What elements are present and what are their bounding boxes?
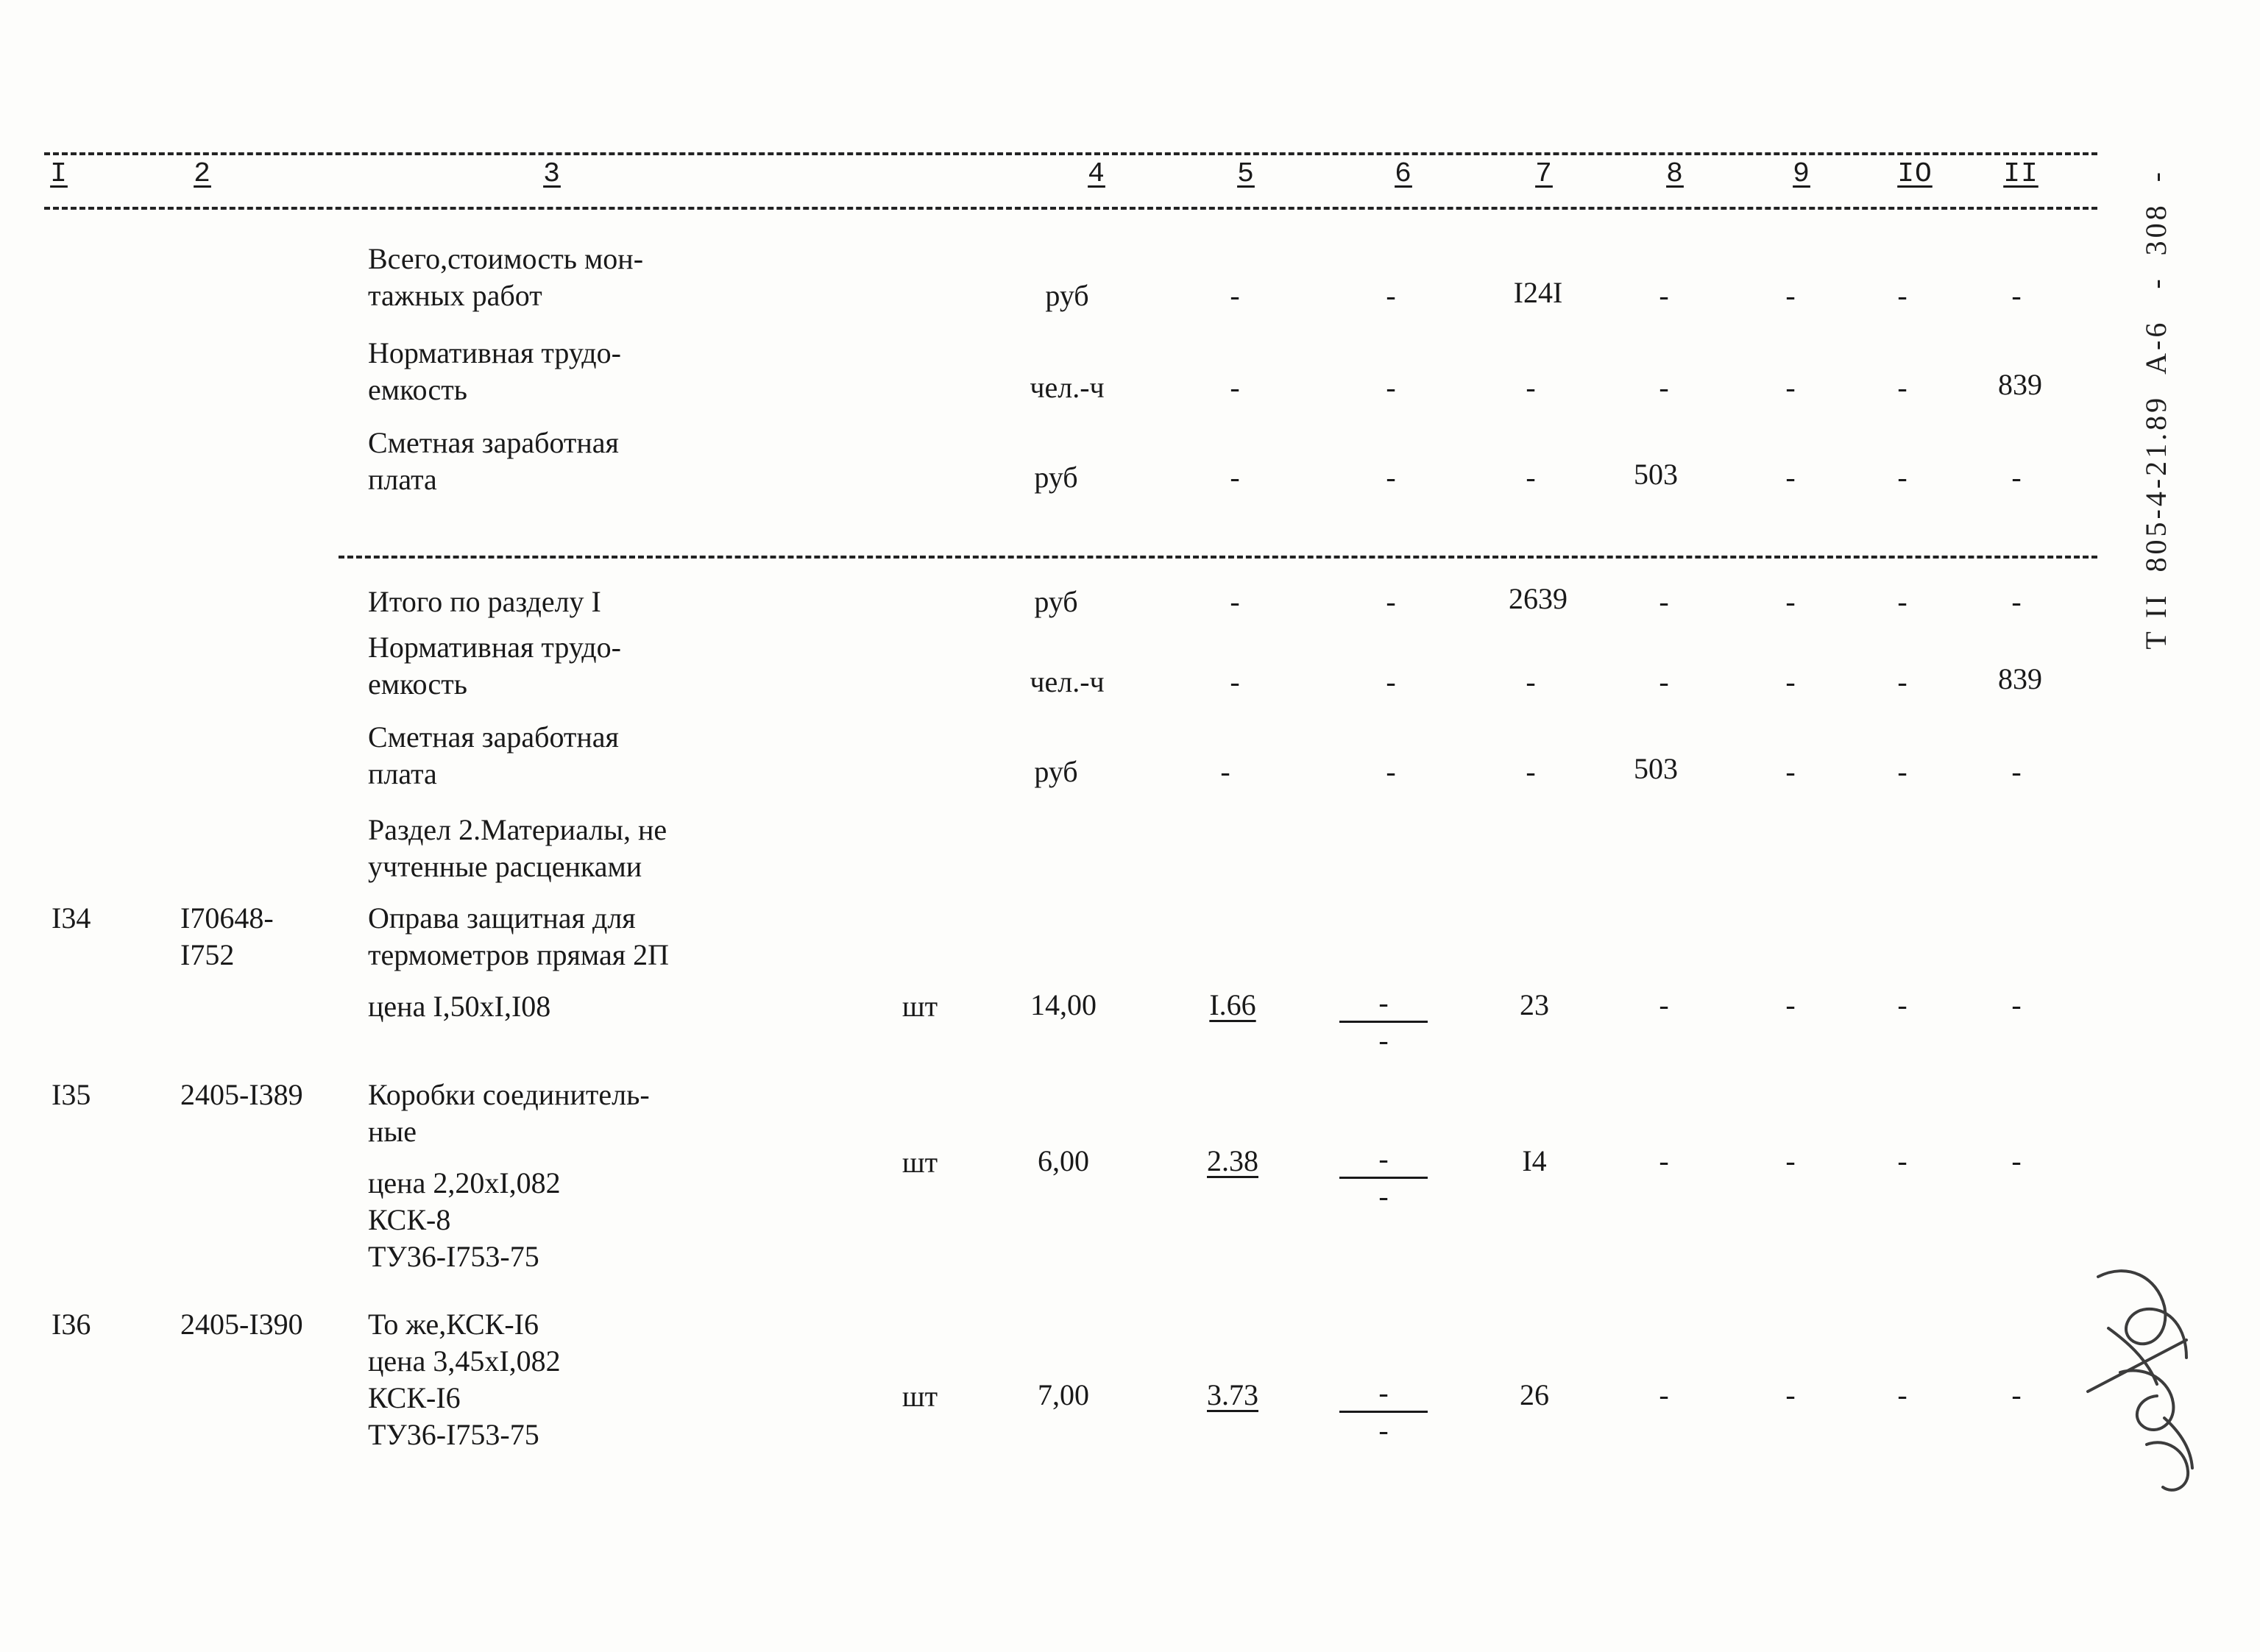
- row-10-col6: 3.73: [1207, 1378, 1258, 1411]
- row-1-col10: -: [1897, 279, 1907, 312]
- row-2-name-line-1: Нормативная трудо-: [368, 336, 621, 369]
- row-9-unit: шт: [901, 1146, 938, 1179]
- row-3-col10: -: [1897, 461, 1907, 494]
- row-7-section-title-line-1: Раздел 2.Материалы, не: [368, 813, 667, 846]
- row-3-col6: -: [1386, 461, 1396, 494]
- row-9-col10: -: [1785, 1144, 1796, 1177]
- row-10-col5: 7,00: [1038, 1378, 1089, 1411]
- row-9-name-line-4: КСК-8: [368, 1203, 451, 1236]
- row-4-col5: -: [1230, 585, 1240, 618]
- row-1-col11: -: [2011, 279, 2022, 312]
- row-2-col6: -: [1386, 371, 1396, 404]
- row-2-col11: 839: [1998, 368, 2042, 401]
- row-1-col8: -: [1659, 279, 1669, 312]
- row-2-col7: -: [1526, 371, 1536, 404]
- row-8-col6: I.66: [1209, 988, 1256, 1021]
- column-number-11: II: [2003, 158, 2038, 190]
- row-1-col7: I24I: [1513, 276, 1563, 309]
- row-5-col11: 839: [1998, 662, 2042, 695]
- row-9-col12: -: [2011, 1144, 2022, 1177]
- row-9-col7-bottom: -: [1378, 1180, 1389, 1213]
- section-separator-rule: [339, 556, 2097, 559]
- row-8-code-line-2: I752: [180, 938, 235, 971]
- row-4-col6: -: [1386, 585, 1396, 618]
- row-1-col6: -: [1386, 279, 1396, 312]
- row-8-col7: [1339, 987, 1428, 1057]
- row-5-col6: -: [1386, 665, 1396, 698]
- row-8-col12: -: [2011, 988, 2022, 1021]
- row-10-col7-bottom: -: [1378, 1414, 1389, 1447]
- column-number-9: 9: [1793, 158, 1810, 190]
- row-8-code-line-1: I70648-: [180, 901, 274, 935]
- row-10-name-line-4: ТУ36-I753-75: [368, 1418, 539, 1451]
- row-10-col11: -: [1897, 1378, 1907, 1411]
- column-number-3: 3: [543, 158, 561, 190]
- row-2-col5: -: [1230, 371, 1240, 404]
- column-number-5: 5: [1237, 158, 1255, 190]
- row-9-name-line-2: ные: [368, 1115, 417, 1148]
- handwritten-annotation: [2076, 1247, 2216, 1497]
- row-9-col9: -: [1659, 1144, 1669, 1177]
- row-1-name-line-2: тажных работ: [368, 279, 542, 312]
- row-10-col7: [1339, 1377, 1428, 1447]
- row-10-name-line-3: КСК-I6: [368, 1381, 461, 1414]
- row-6-col8: 503: [1634, 752, 1678, 785]
- row-3-name-line-2: плата: [368, 463, 437, 496]
- row-3-col5: -: [1230, 461, 1240, 494]
- row-9-name-line-1: Коробки соединитель-: [368, 1078, 650, 1111]
- row-6-col11: -: [2011, 755, 2022, 788]
- row-8-col8: 23: [1520, 988, 1549, 1021]
- column-number-10: IO: [1897, 158, 1933, 190]
- row-6-col6: -: [1386, 755, 1396, 788]
- row-4-col7: 2639: [1509, 582, 1568, 615]
- row-5-col10: -: [1897, 665, 1907, 698]
- row-8-unit: шт: [901, 990, 938, 1023]
- row-8-name-line-3: цена I,50xI,I08: [368, 990, 551, 1023]
- row-2-col9: -: [1785, 371, 1796, 404]
- row-5-col9: -: [1785, 665, 1796, 698]
- row-10-col9: -: [1659, 1378, 1669, 1411]
- row-10-number: I36: [52, 1308, 91, 1341]
- row-3-unit: руб: [1034, 461, 1078, 494]
- column-number-8: 8: [1666, 158, 1684, 190]
- row-6-name-line-1: Сметная заработная: [368, 720, 619, 754]
- row-5-col5: -: [1230, 665, 1240, 698]
- row-6-unit: руб: [1034, 755, 1078, 788]
- row-8-col11: -: [1897, 988, 1907, 1021]
- row-6-col9: -: [1785, 755, 1796, 788]
- row-2-name-line-2: емкость: [368, 373, 467, 406]
- row-6-col5: -: [1220, 755, 1230, 788]
- row-9-name-line-5: ТУ36-I753-75: [368, 1240, 539, 1273]
- row-3-name-line-1: Сметная заработная: [368, 426, 619, 459]
- row-10-name-line-2: цена 3,45xI,082: [368, 1344, 561, 1378]
- row-9-col7-top: -: [1339, 1143, 1428, 1179]
- row-4-col10: -: [1897, 585, 1907, 618]
- row-10-col7-top: -: [1339, 1377, 1428, 1413]
- row-9-col7: [1339, 1143, 1428, 1213]
- row-3-col11: -: [2011, 461, 2022, 494]
- row-5-col8: -: [1659, 665, 1669, 698]
- header-rule-top: [44, 152, 2097, 155]
- row-6-col10: -: [1897, 755, 1907, 788]
- row-6-col7: -: [1526, 755, 1536, 788]
- row-7-section-title-line-2: учтенные расценками: [368, 850, 642, 883]
- row-1-col5: -: [1230, 279, 1240, 312]
- row-9-col5: 6,00: [1038, 1144, 1089, 1177]
- row-10-col12: -: [2011, 1378, 2022, 1411]
- row-8-col7-bottom: -: [1378, 1024, 1389, 1057]
- row-3-col9: -: [1785, 461, 1796, 494]
- row-9-col8: I4: [1522, 1144, 1547, 1177]
- row-10-unit: шт: [901, 1380, 938, 1413]
- side-document-code: Т II 805-4-21.89 А-6 - 308 -: [2139, 169, 2172, 650]
- column-number-4: 4: [1088, 158, 1105, 190]
- row-8-col7-top: -: [1339, 987, 1428, 1023]
- row-1-name-line-1: Всего,стоимость мон-: [368, 242, 644, 275]
- row-10-code: 2405-I390: [180, 1308, 303, 1341]
- row-9-col6: 2.38: [1207, 1144, 1258, 1177]
- row-4-name-line-1: Итого по разделу I: [368, 585, 601, 618]
- column-number-6: 6: [1395, 158, 1412, 190]
- row-8-col5: 14,00: [1030, 988, 1097, 1021]
- row-8-col9: -: [1659, 988, 1669, 1021]
- row-4-col9: -: [1785, 585, 1796, 618]
- row-6-name-line-2: плата: [368, 757, 437, 790]
- row-2-col10: -: [1897, 371, 1907, 404]
- row-5-name-line-1: Нормативная трудо-: [368, 631, 621, 664]
- row-1-unit: руб: [1045, 279, 1089, 312]
- row-10-col8: 26: [1520, 1378, 1549, 1411]
- row-5-name-line-2: емкость: [368, 667, 467, 701]
- row-8-name-line-1: Оправа защитная для: [368, 901, 636, 935]
- row-8-number: I34: [52, 901, 91, 935]
- row-8-name-line-2: термометров прямая 2П: [368, 938, 669, 971]
- row-9-number: I35: [52, 1078, 91, 1111]
- row-5-unit: чел.-ч: [1030, 665, 1105, 698]
- row-5-col7: -: [1526, 665, 1536, 698]
- row-9-col11: -: [1897, 1144, 1907, 1177]
- row-10-col10: -: [1785, 1378, 1796, 1411]
- row-9-name-line-3: цена 2,20xI,082: [368, 1166, 561, 1199]
- row-8-col10: -: [1785, 988, 1796, 1021]
- row-4-col11: -: [2011, 585, 2022, 618]
- row-3-col8: 503: [1634, 458, 1678, 491]
- row-1-col9: -: [1785, 279, 1796, 312]
- row-2-unit: чел.-ч: [1030, 371, 1105, 404]
- column-number-7: 7: [1535, 158, 1553, 190]
- column-number-2: 2: [194, 158, 211, 190]
- row-4-col8: -: [1659, 585, 1669, 618]
- header-rule-bottom: [44, 207, 2097, 210]
- table-sheet: [44, 158, 2105, 1451]
- row-4-unit: руб: [1034, 585, 1078, 618]
- row-2-col8: -: [1659, 371, 1669, 404]
- column-number-row: [44, 158, 2105, 199]
- column-number-1: I: [50, 158, 68, 190]
- row-10-name-line-1: То же,КСК-I6: [368, 1308, 539, 1341]
- row-3-col7: -: [1526, 461, 1536, 494]
- row-9-code: 2405-I389: [180, 1078, 303, 1111]
